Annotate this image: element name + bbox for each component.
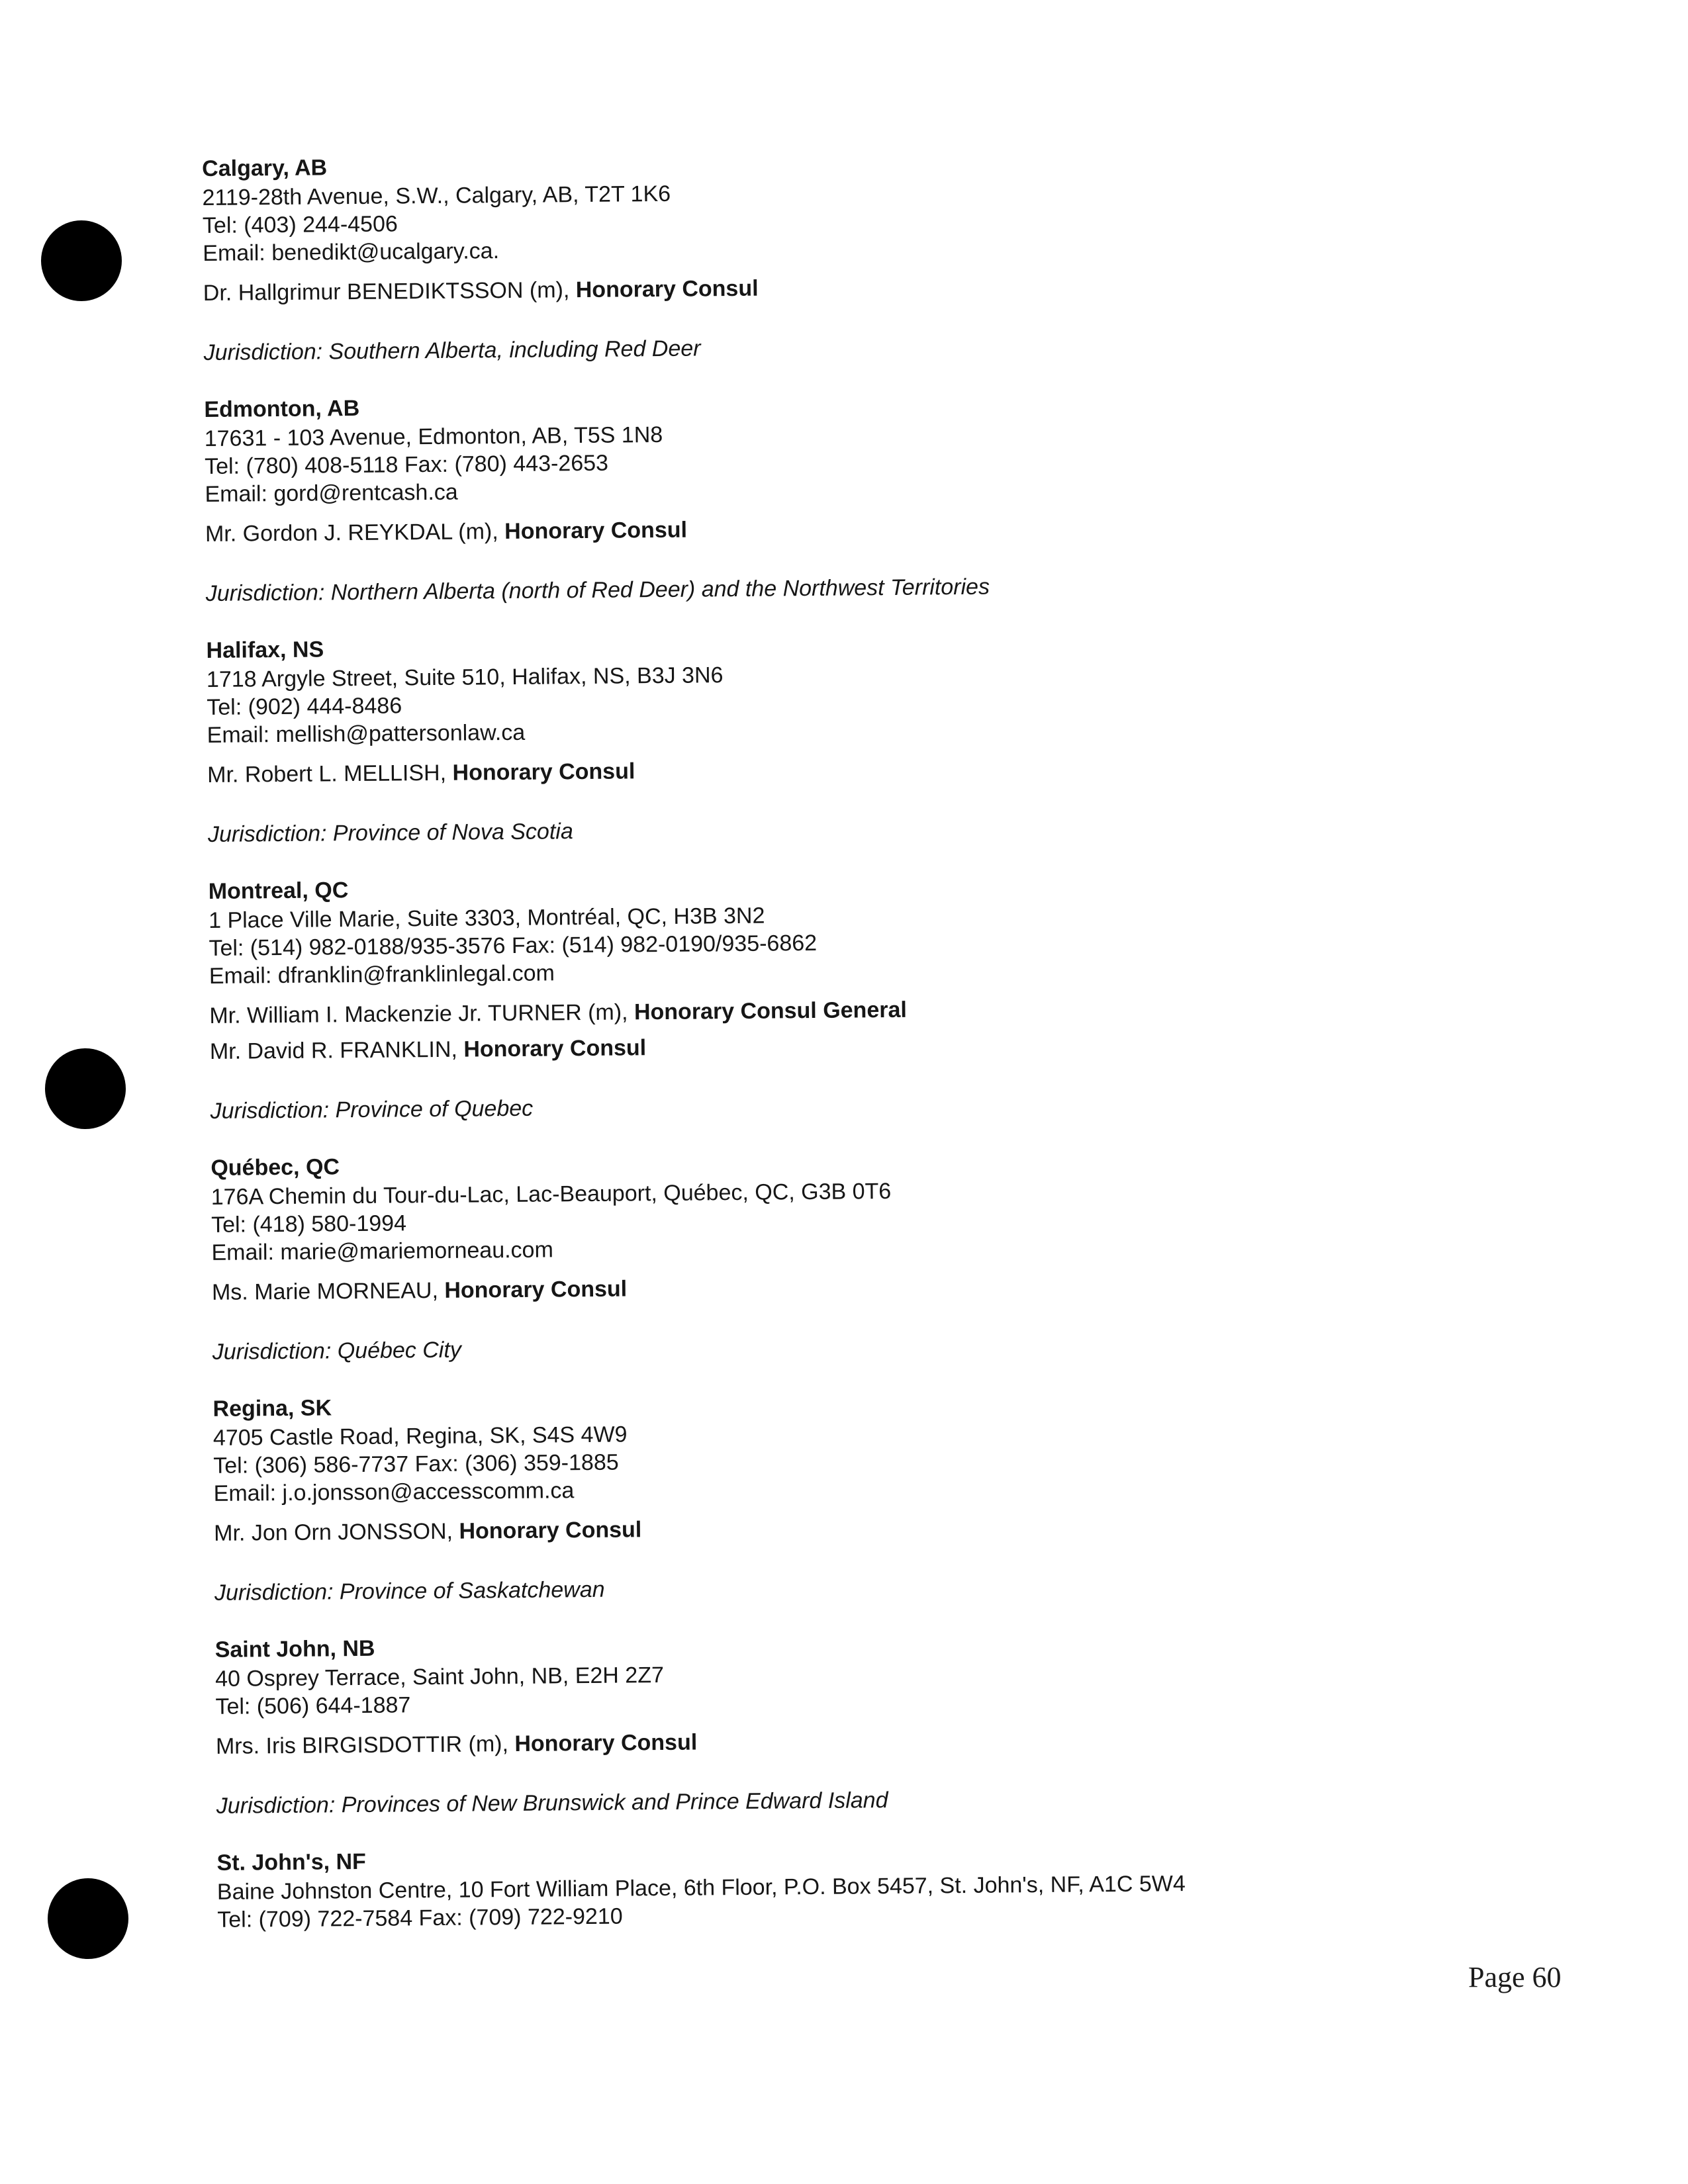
official-row bbox=[216, 1717, 1474, 1764]
officials-list bbox=[203, 264, 1461, 311]
jurisdiction-line: Jurisdiction: Province of Nova Scotia bbox=[207, 819, 573, 847]
official-row bbox=[203, 264, 1461, 311]
official-row bbox=[212, 1263, 1470, 1310]
city-heading: Halifax, NS bbox=[206, 637, 324, 663]
official-title: Honorary Consul bbox=[444, 1276, 628, 1303]
city-heading: Saint John, NB bbox=[214, 1635, 375, 1662]
jurisdiction-line: Jurisdiction: Southern Alberta, including Red Deer bbox=[203, 336, 701, 365]
address-line: 176A Chemin du Tour-du-Lac, Lac-Beauport, Québec, QC, G3B 0T6 bbox=[211, 1178, 892, 1210]
consulate-entry bbox=[209, 865, 1468, 1126]
consulate-entry bbox=[202, 142, 1462, 368]
official-title: Honorary Consul bbox=[504, 517, 688, 545]
city-heading: Edmonton, AB bbox=[204, 395, 360, 422]
jurisdiction-line: Jurisdiction: Province of Quebec bbox=[210, 1095, 534, 1124]
jurisdiction-line: Jurisdiction: Québec City bbox=[212, 1337, 462, 1365]
address-line: 17631 - 103 Avenue, Edmonton, AB, T5S 1N8 bbox=[204, 422, 663, 451]
official-title: Honorary Consul bbox=[575, 275, 759, 303]
official-title: Honorary Consul bbox=[459, 1517, 642, 1544]
address-line: 40 Osprey Terrace, Saint John, NB, E2H 2Z7 bbox=[214, 1662, 665, 1692]
jurisdiction-line: Jurisdiction: Province of Saskatchewan bbox=[214, 1576, 605, 1606]
official-title: Honorary Consul bbox=[514, 1729, 698, 1756]
email-line: Email: mellish@pattersonlaw.ca bbox=[207, 719, 526, 748]
address-line: 2119-28th Avenue, S.W., Calgary, AB, T2T 1K6 bbox=[202, 181, 671, 210]
email-line: Email: j.o.jonsson@accesscomm.ca bbox=[213, 1478, 575, 1506]
phone-line: Tel: (418) 580-1994 bbox=[211, 1210, 407, 1238]
binder-hole-bottom bbox=[48, 1878, 128, 1959]
address-line: Baine Johnston Centre, 10 Fort William Place, 6th Floor, P.O. Box 5457, St. John's, NF, A1C 5W4 bbox=[216, 1871, 1186, 1905]
email-line: Email: benedikt@ucalgary.ca. bbox=[203, 238, 500, 266]
official-name: Mr. William I. Mackenzie Jr. TURNER (m), bbox=[209, 999, 635, 1028]
consulate-entry bbox=[206, 624, 1466, 850]
phone-line: Tel: (709) 722-7584 Fax: (709) 722-9210 bbox=[217, 1903, 623, 1933]
official-title: Honorary Consul bbox=[463, 1035, 647, 1062]
official-name: Mrs. Iris BIRGISDOTTIR (m), bbox=[215, 1731, 515, 1759]
phone-line: Tel: (403) 244-4506 bbox=[202, 211, 398, 238]
city-heading: St. John's, NF bbox=[216, 1848, 367, 1876]
city-heading: Québec, QC bbox=[211, 1154, 340, 1181]
consulate-entry bbox=[216, 1837, 1475, 1934]
phone-line: Tel: (780) 408-5118 Fax: (780) 443-2653 bbox=[204, 450, 609, 479]
consulate-entry bbox=[215, 1623, 1474, 1821]
city-heading: Calgary, AB bbox=[202, 155, 328, 181]
officials-list bbox=[207, 746, 1465, 793]
email-line: Email: gord@rentcash.ca bbox=[205, 479, 458, 507]
phone-line: Tel: (306) 586-7737 Fax: (306) 359-1885 bbox=[213, 1449, 619, 1479]
officials-list bbox=[216, 1717, 1474, 1764]
consulate-entry bbox=[204, 383, 1464, 609]
phone-line: Tel: (514) 982-0188/935-3576 Fax: (514) 982-0190/935-6862 bbox=[209, 930, 818, 961]
consulate-list bbox=[202, 142, 1476, 1960]
address-line: 4705 Castle Road, Regina, SK, S4S 4W9 bbox=[212, 1422, 628, 1451]
officials-list bbox=[209, 987, 1468, 1069]
binder-hole-top bbox=[41, 220, 122, 301]
city-heading: Regina, SK bbox=[212, 1395, 332, 1422]
binder-hole-middle bbox=[45, 1048, 126, 1129]
phone-line: Tel: (902) 444-8486 bbox=[207, 693, 402, 720]
officials-list bbox=[205, 505, 1463, 552]
official-name: Mr. Robert L. MELLISH, bbox=[207, 760, 453, 788]
official-title: Honorary Consul General bbox=[633, 997, 908, 1025]
address-line: 1718 Argyle Street, Suite 510, Halifax, NS, B3J 3N6 bbox=[206, 662, 724, 692]
official-name: Dr. Hallgrimur BENEDIKTSSON (m), bbox=[203, 277, 576, 306]
official-row bbox=[207, 746, 1465, 793]
official-name: Mr. Gordon J. REYKDAL (m), bbox=[205, 519, 505, 547]
officials-list bbox=[214, 1504, 1472, 1551]
jurisdiction-line: Jurisdiction: Provinces of New Brunswick and Prince Edward Island bbox=[216, 1788, 888, 1819]
officials-list bbox=[212, 1263, 1470, 1310]
official-row bbox=[214, 1504, 1472, 1551]
official-name: Ms. Marie MORNEAU, bbox=[211, 1277, 445, 1305]
email-line: Email: dfranklin@franklinlegal.com bbox=[209, 960, 555, 989]
jurisdiction-line: Jurisdiction: Northern Alberta (north of Red Deer) and the Northwest Territories bbox=[205, 574, 990, 606]
official-name: Mr. Jon Orn JONSSON, bbox=[214, 1518, 459, 1546]
address-line: 1 Place Ville Marie, Suite 3303, Montréal, QC, H3B 3N2 bbox=[208, 903, 765, 933]
city-heading: Montreal, QC bbox=[208, 878, 349, 904]
consulate-entry bbox=[212, 1383, 1472, 1608]
official-title: Honorary Consul bbox=[452, 758, 635, 786]
page-number: Page 60 bbox=[1468, 1961, 1562, 1993]
email-line: Email: marie@mariemorneau.com bbox=[211, 1237, 553, 1265]
phone-line: Tel: (506) 644-1887 bbox=[215, 1692, 411, 1719]
consulate-entry bbox=[211, 1142, 1470, 1367]
official-name: Mr. David R. FRANKLIN, bbox=[209, 1036, 464, 1064]
official-row bbox=[205, 505, 1463, 552]
